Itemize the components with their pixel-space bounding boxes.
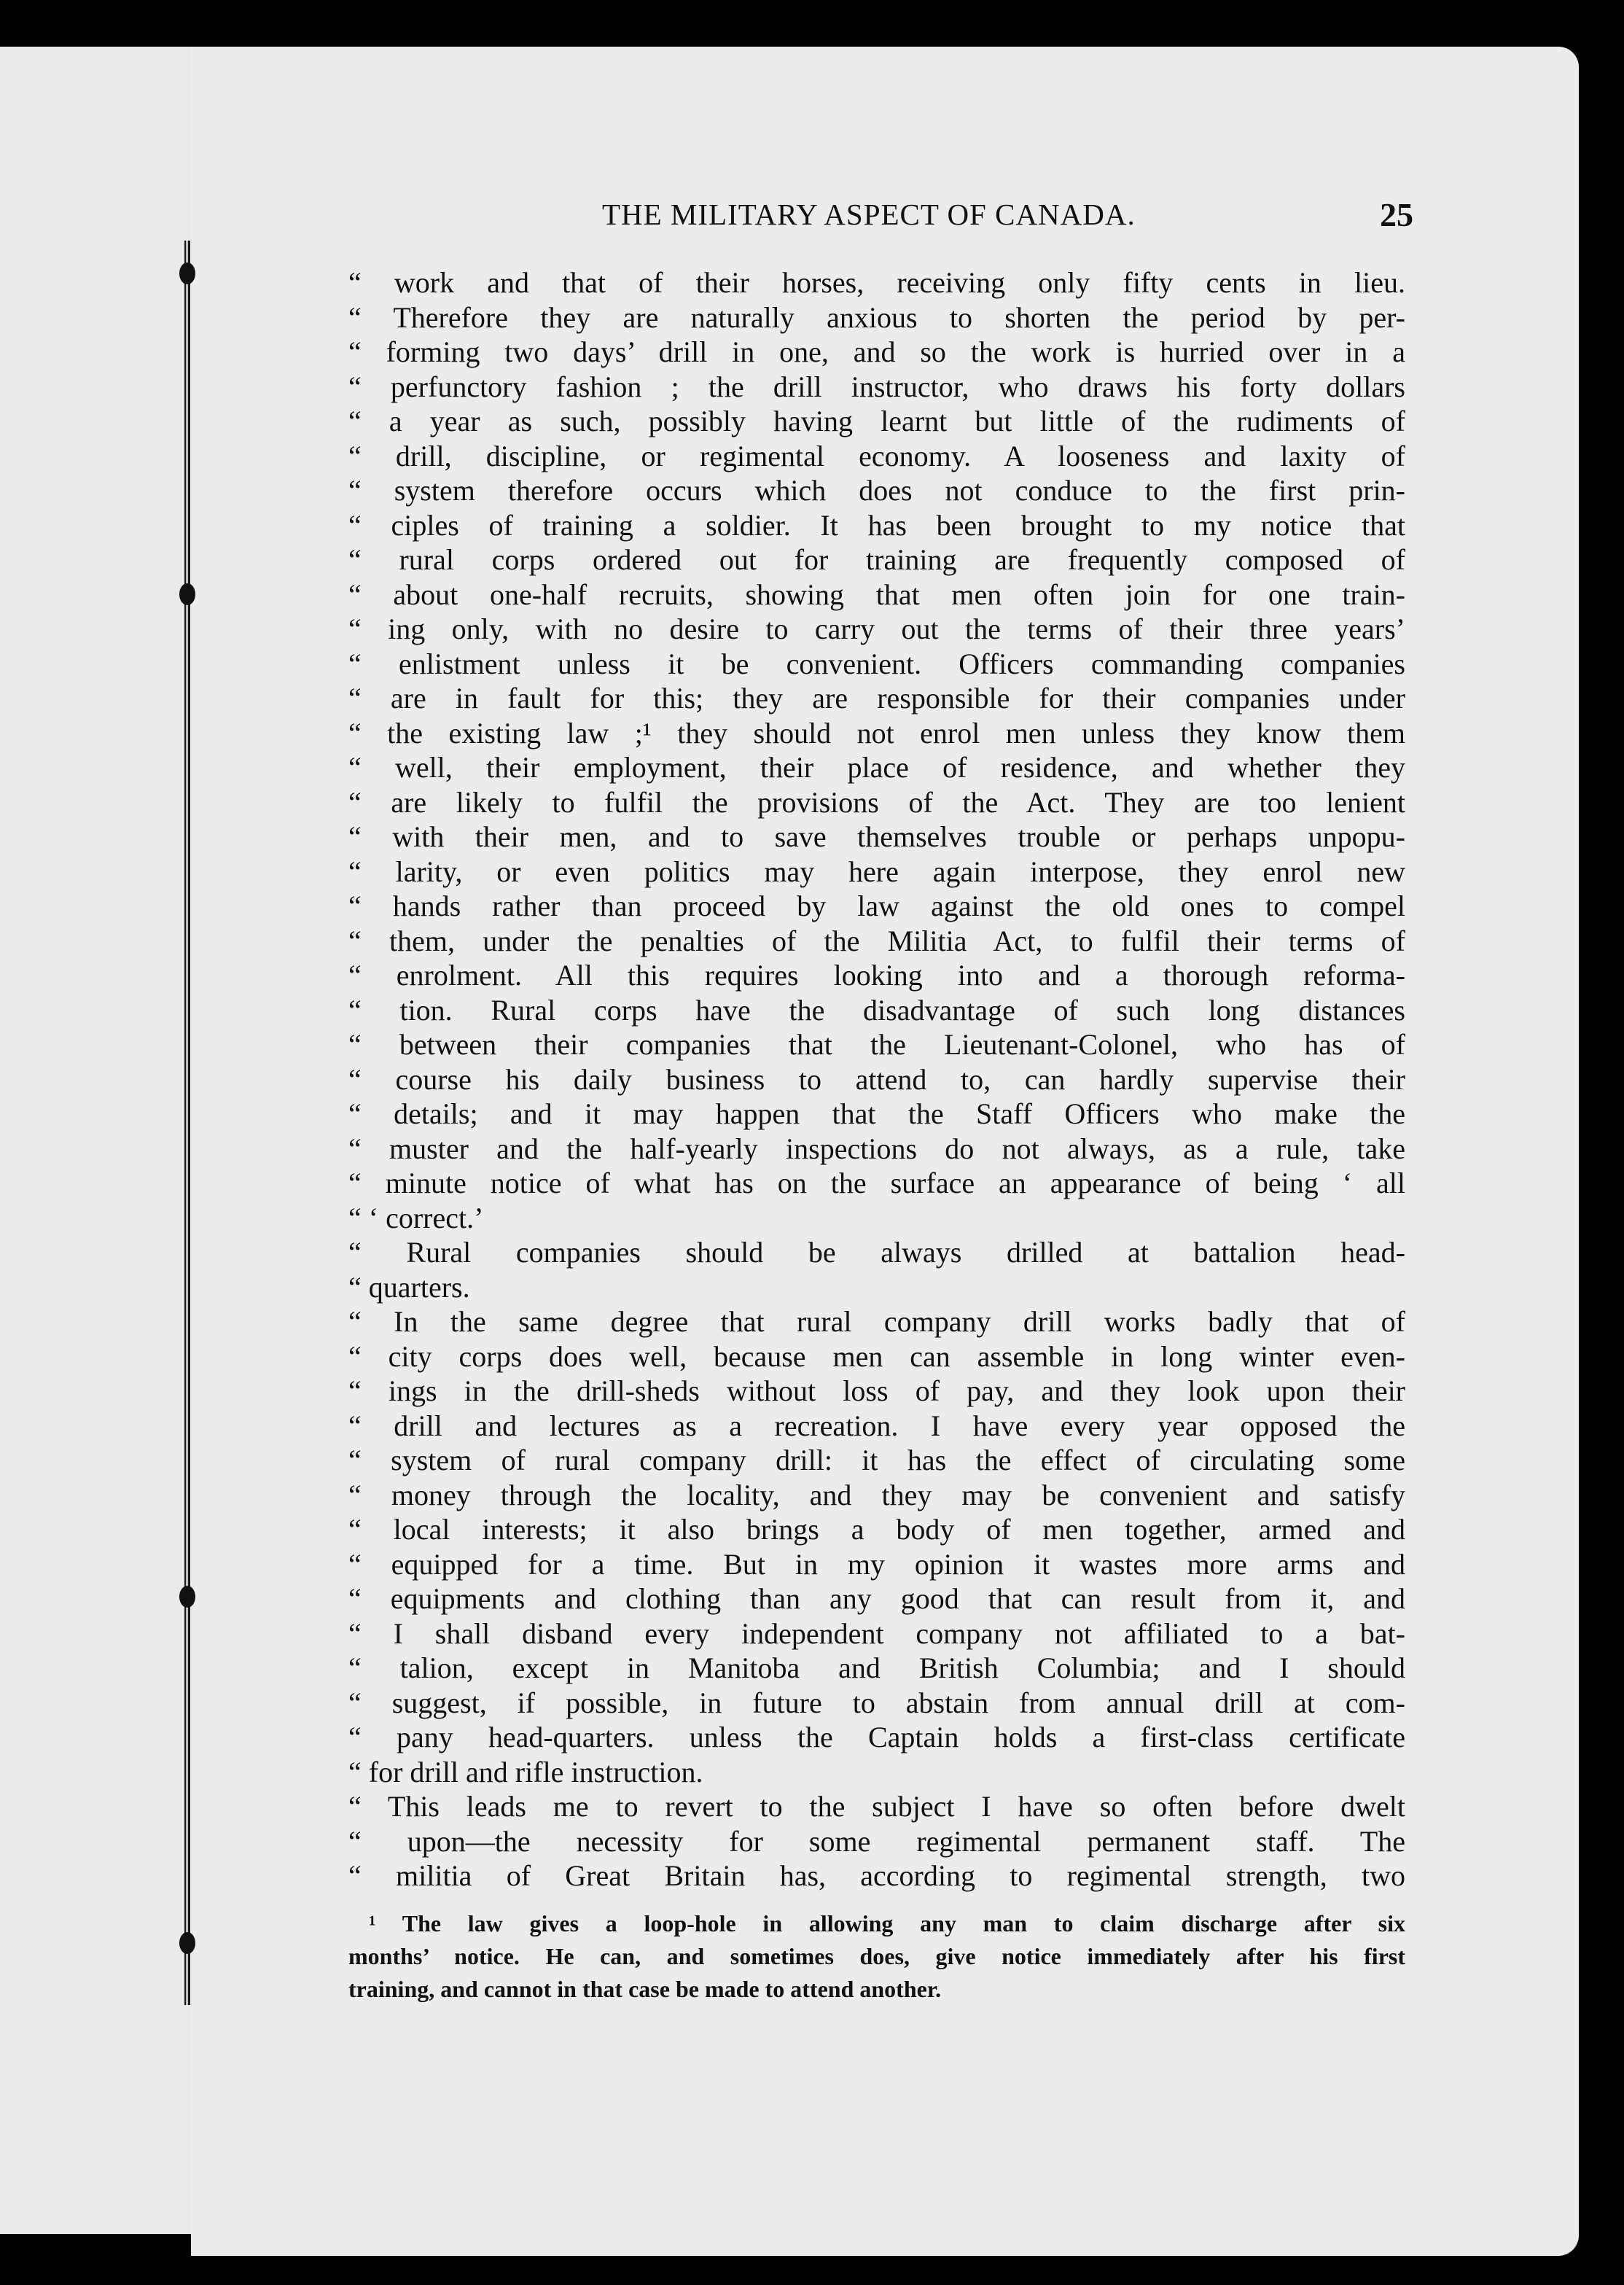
binding-knot (179, 1586, 195, 1608)
text-line: “ about one-half recruits, showing that men often join for one train- (348, 577, 1405, 611)
binding-knot (179, 1932, 195, 1954)
text-line: “ pany head-quarters. unless the Captain holds a first-class certificate (348, 1721, 1405, 1753)
text-line: “ drill, discipline, or regimental economy. A looseness and laxity of (348, 439, 1405, 472)
text-line: “ talion, except in Manitoba and British Columbia; and I should (348, 1651, 1405, 1684)
text-line: “ ings in the drill-sheds without loss of pay, and they look upon their (348, 1374, 1405, 1407)
text-line: “ work and that of their horses, receiving only fifty cents in lieu. (348, 266, 1405, 299)
binding-knot (179, 262, 195, 284)
text-line: “ system of rural company drill: it has the effect of circulating some (348, 1444, 1405, 1476)
text-line: “ enlistment unless it be convenient. Officers commanding companies (348, 647, 1405, 680)
text-line: “ Therefore they are naturally anxious to shorten the period by per- (348, 300, 1405, 334)
text-line: “ ‘ correct.’ (348, 1201, 484, 1234)
text-line: “ local interests; it also brings a body of men together, armed and (348, 1513, 1405, 1546)
body-text (348, 265, 1405, 1893)
text-line: “ drill and lectures as a recreation. I have every year opposed the (348, 1409, 1405, 1442)
text-line: “ them, under the penalties of the Militia Act, to fulfil their terms of (348, 924, 1405, 957)
text-line: “ forming two days’ drill in one, and so the work is hurried over in a (348, 335, 1405, 368)
text-line: “ are in fault for this; they are responsible for their companies under (348, 682, 1405, 715)
text-line: “ In the same degree that rural company drill works badly that of (348, 1305, 1405, 1338)
text-line: “ course his daily business to attend to, can hardly supervise their (348, 1062, 1405, 1096)
text-line: “ perfunctory fashion ; the drill instructor, who draws his forty dollars (348, 370, 1405, 403)
text-line: “ hands rather than proceed by law against the old ones to compel (348, 890, 1405, 922)
text-line: “ system therefore occurs which does not conduce to the first prin- (348, 474, 1405, 507)
text-line: “ enrolment. All this requires looking into and a thorough reforma- (348, 959, 1405, 992)
text-line: “ equipments and clothing than any good that can result from it, and (348, 1582, 1405, 1615)
text-line: “ minute notice of what has on the surface an appearance of being ‘ all (348, 1167, 1405, 1199)
text-line: “ I shall disband every independent company not affiliated to a bat- (348, 1616, 1405, 1650)
text-line: “ rural corps ordered out for training are frequently composed of (348, 543, 1405, 576)
text-line: “ are likely to fulfil the provisions of the Act. They are too lenient (348, 785, 1405, 819)
text-line: “ quarters. (348, 1270, 470, 1304)
text-line: “ equipped for a time. But in my opinion it wastes more arms and (348, 1547, 1405, 1581)
page-header (353, 197, 1413, 233)
text-line: “ with their men, and to save themselves trouble or perhaps unpopu- (348, 820, 1405, 853)
text-line: “ a year as such, possibly having learnt but little of the rudiments of (348, 405, 1405, 437)
text-line: “ between their companies that the Lieutenant-Colonel, who has of (348, 1028, 1405, 1061)
text-line: “ tion. Rural corps have the disadvantage of such long distances (348, 993, 1405, 1027)
binding-thread (179, 241, 195, 2005)
binding-knot (179, 583, 195, 605)
footnote-line: training, and cannot in that case be made to attend another. (348, 1976, 942, 2002)
text-line: “ the existing law ;¹ they should not enrol men unless they know them (348, 716, 1405, 750)
text-line: “ money through the locality, and they may be convenient and satisfy (348, 1478, 1405, 1511)
text-line: “ This leads me to revert to the subject I have so often before dwelt (348, 1790, 1405, 1823)
text-line: “ larity, or even politics may here again interpose, they enrol new (348, 855, 1405, 888)
text-line: “ Rural companies should be always drilled at battalion head- (348, 1236, 1405, 1269)
text-line: “ upon—the necessity for some regimental permanent staff. The (348, 1824, 1405, 1858)
text-line: “ ciples of training a soldier. It has been brought to my notice that (348, 508, 1405, 542)
footnotes (348, 1907, 1405, 2006)
text-line: “ muster and the half-yearly inspections do not always, as a rule, take (348, 1132, 1405, 1165)
text-line: “ suggest, if possible, in future to abstain from annual drill at com- (348, 1686, 1405, 1719)
footnote-line: months’ notice. He can, and sometimes does, give notice immediately after his first (348, 1943, 1405, 1969)
text-line: “ ing only, with no desire to carry out the terms of their three years’ (348, 612, 1405, 645)
text-line: “ militia of Great Britain has, according to regimental strength, two (348, 1859, 1405, 1892)
text-line: “ for drill and rifle instruction. (348, 1755, 703, 1788)
text-line: “ city corps does well, because men can assemble in long winter even- (348, 1339, 1405, 1373)
text-line: “ details; and it may happen that the Staff Officers who make the (348, 1097, 1405, 1130)
page-number: 25 (1380, 196, 1413, 233)
text-line: “ well, their employment, their place of residence, and whether they (348, 751, 1405, 784)
running-head: THE MILITARY ASPECT OF CANADA. (602, 198, 1136, 231)
facing-page-edge (0, 47, 191, 2234)
footnote-line: ¹ The law gives a loop-hole in allowing any man to claim discharge after six (369, 1910, 1405, 1936)
